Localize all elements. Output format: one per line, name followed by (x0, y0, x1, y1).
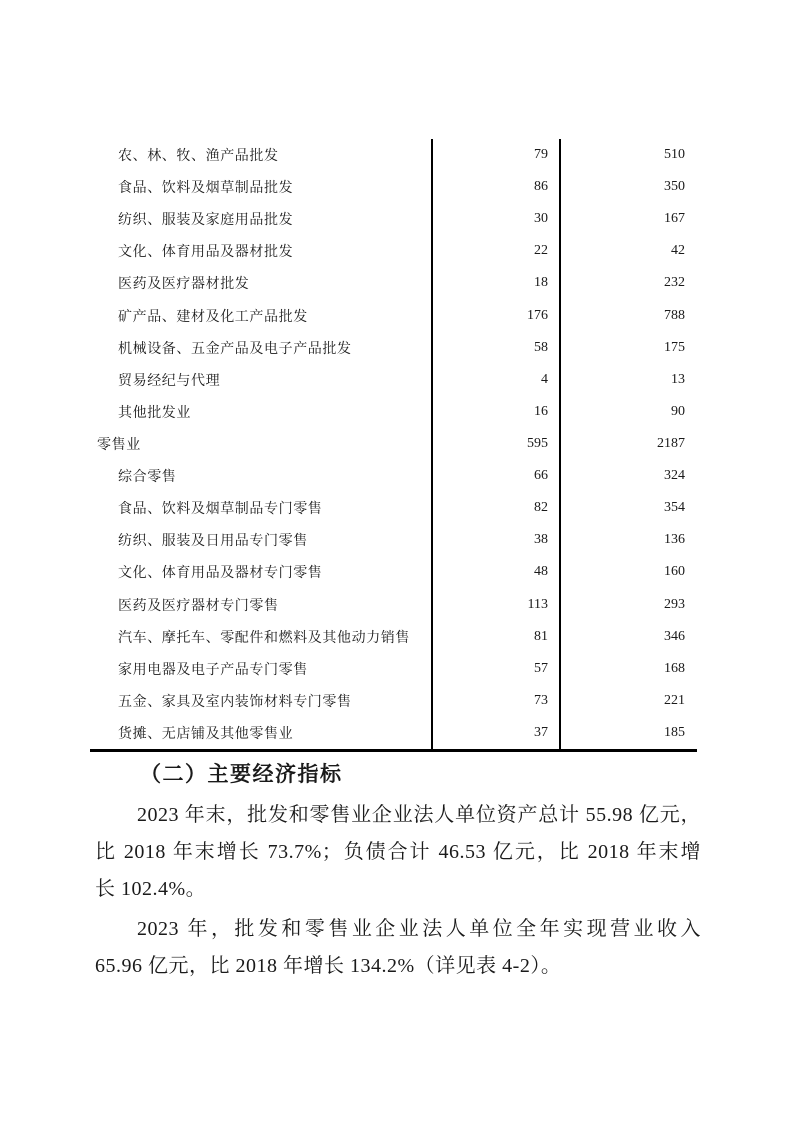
table-row (90, 139, 697, 171)
table-column-divider-2 (559, 139, 561, 750)
row-value-col2: 2187 (657, 435, 685, 451)
row-value-col1: 113 (527, 596, 548, 612)
row-value-col1: 38 (534, 532, 548, 548)
row-value-col1: 176 (527, 307, 548, 323)
row-category-label: 医药及医疗器材批发 (118, 277, 250, 293)
section-heading: （二）主要经济指标 (140, 762, 343, 786)
row-value-col1: 37 (534, 724, 548, 740)
row-category-label: 矿产品、建材及化工产品批发 (118, 309, 308, 325)
row-category-label: 食品、饮料及烟草制品专门零售 (118, 502, 323, 518)
row-value-col2: 90 (671, 403, 685, 419)
paragraph-1 (95, 797, 701, 908)
row-value-col2: 350 (664, 179, 685, 195)
row-value-col1: 48 (534, 564, 548, 580)
row-value-col1: 86 (534, 179, 548, 195)
table-row (90, 171, 697, 203)
row-value-col2: 167 (664, 211, 685, 227)
row-value-col1: 18 (534, 275, 548, 291)
row-category-label: 纺织、服装及日用品专门零售 (118, 534, 308, 550)
row-category-label: 零售业 (97, 437, 141, 453)
row-value-col2: 168 (664, 660, 685, 676)
row-category-label: 综合零售 (118, 470, 177, 486)
row-value-col2: 175 (664, 339, 685, 355)
row-value-col2: 160 (664, 564, 685, 580)
table-row (90, 556, 697, 588)
row-category-label: 汽车、摩托车、零配件和燃料及其他动力销售 (118, 630, 410, 646)
row-value-col1: 4 (541, 371, 548, 387)
row-value-col1: 66 (534, 468, 548, 484)
table-row (90, 524, 697, 556)
row-category-label: 文化、体育用品及器材专门零售 (118, 566, 323, 582)
row-category-label: 医药及医疗器材专门零售 (118, 598, 279, 614)
table-row (90, 685, 697, 717)
table-bottom-border (90, 749, 697, 752)
row-category-label: 食品、饮料及烟草制品批发 (118, 181, 294, 197)
row-value-col1: 22 (534, 243, 548, 259)
row-category-label: 农、林、牧、渔产品批发 (118, 149, 279, 165)
row-category-label: 贸易经纪与代理 (118, 373, 221, 389)
row-value-col1: 595 (527, 435, 548, 451)
table-row (90, 267, 697, 299)
row-category-label: 机械设备、五金产品及电子产品批发 (118, 341, 352, 357)
table-rows (90, 139, 697, 749)
row-category-label: 货摊、无店铺及其他零售业 (118, 726, 294, 742)
row-category-label: 文化、体育用品及器材批发 (118, 245, 294, 261)
table-row (90, 588, 697, 620)
row-value-col1: 79 (534, 147, 548, 163)
row-category-label: 家用电器及电子产品专门零售 (118, 662, 308, 678)
table-row (90, 717, 697, 749)
table-row (90, 332, 697, 364)
statistics-table (90, 139, 697, 752)
paragraph-line: 65.96 亿元，比 2018 年增长 134.2%（详见表 4-2）。 (95, 955, 562, 977)
row-value-col2: 232 (664, 275, 685, 291)
row-value-col2: 136 (664, 532, 685, 548)
row-value-col2: 293 (664, 596, 685, 612)
row-value-col2: 13 (671, 371, 685, 387)
row-value-col2: 42 (671, 243, 685, 259)
row-value-col2: 354 (664, 500, 685, 516)
table-row (90, 460, 697, 492)
table-row (90, 396, 697, 428)
row-category-label: 纺织、服装及家庭用品批发 (118, 213, 294, 229)
table-row (90, 364, 697, 396)
table-row (90, 235, 697, 267)
row-value-col2: 346 (664, 628, 685, 644)
table-row (90, 300, 697, 332)
table-row (90, 203, 697, 235)
row-category-label: 五金、家具及室内装饰材料专门零售 (118, 694, 352, 710)
row-value-col1: 58 (534, 339, 548, 355)
table-row (90, 621, 697, 653)
paragraph-2 (95, 911, 701, 985)
row-value-col1: 57 (534, 660, 548, 676)
row-value-col1: 30 (534, 211, 548, 227)
row-value-col2: 221 (664, 692, 685, 708)
row-value-col2: 324 (664, 468, 685, 484)
row-value-col2: 510 (664, 147, 685, 163)
body-paragraphs (95, 797, 701, 985)
row-value-col1: 81 (534, 628, 548, 644)
paragraph-line: 比 2018 年末增长 73.7%；负债合计 46.53 亿元，比 2018 年末增 (95, 841, 701, 863)
paragraph-line: 2023 年末，批发和零售业企业法人单位资产总计 55.98 亿元， (137, 804, 701, 826)
row-value-col2: 788 (664, 307, 685, 323)
row-value-col1: 73 (534, 692, 548, 708)
row-value-col1: 16 (534, 403, 548, 419)
row-category-label: 其他批发业 (118, 405, 191, 421)
paragraph-line: 2023 年，批发和零售业企业法人单位全年实现营业收入 (137, 918, 701, 940)
row-value-col2: 185 (664, 724, 685, 740)
table-row (90, 428, 697, 460)
table-row (90, 492, 697, 524)
table-row (90, 653, 697, 685)
table-column-divider-1 (431, 139, 433, 750)
row-value-col1: 82 (534, 500, 548, 516)
paragraph-line: 长 102.4%。 (95, 878, 207, 900)
